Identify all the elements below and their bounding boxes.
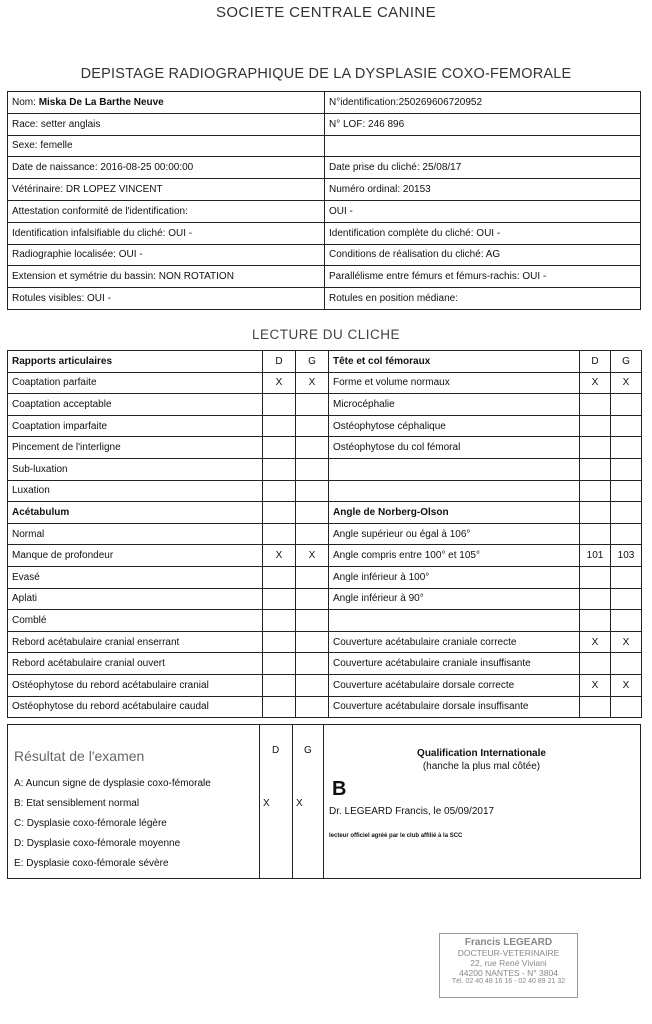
reading-label-cell: Angle inférieur à 100°	[329, 566, 580, 588]
stamp-title: DOCTEUR-VETERINAIRE	[457, 948, 560, 958]
left-d-cell	[263, 502, 296, 524]
right-g-cell	[611, 588, 642, 610]
stamp-name: Francis LEGEARD	[464, 937, 553, 948]
left-g-cell	[296, 437, 329, 459]
reading-label-cell: Evasé	[8, 566, 263, 588]
table-row	[8, 674, 642, 696]
name-cell	[8, 92, 325, 114]
reading-label-cell: Couverture acétabulaire craniale correcte	[329, 631, 580, 653]
identification-cell: N°identification:250269606720952	[325, 92, 641, 114]
left-d-cell	[263, 566, 296, 588]
right-d-cell: X	[580, 631, 611, 653]
result-item-label: E: Dysplasie coxo-fémorale sévère	[14, 858, 169, 869]
left-d-cell	[263, 437, 296, 459]
right-g-cell	[611, 610, 642, 632]
right-d-cell: D	[580, 351, 611, 373]
table-row	[8, 523, 642, 545]
left-g-cell	[296, 480, 329, 502]
table-row	[8, 394, 642, 416]
table-row	[8, 545, 642, 567]
reading-label-cell: Microcéphalie	[329, 394, 580, 416]
right-d-cell	[580, 588, 611, 610]
qualification-title: Qualification Internationale	[417, 748, 546, 759]
right-g-cell	[611, 653, 642, 675]
right-d-cell	[580, 653, 611, 675]
right-d-cell: X	[580, 674, 611, 696]
result-section	[7, 724, 641, 879]
table-row	[8, 200, 641, 222]
reading-label-cell: Couverture acétabulaire craniale insuffisante	[329, 653, 580, 675]
pelvis-extension-cell: Extension et symétrie du bassin: NON ROTATION	[8, 266, 325, 288]
right-g-cell: X	[611, 674, 642, 696]
right-d-cell	[580, 502, 611, 524]
result-title: Résultat de l'examen	[14, 748, 145, 764]
table-row	[8, 588, 642, 610]
reading-label-cell: Ostéophytose du col fémoral	[329, 437, 580, 459]
table-row	[8, 502, 642, 524]
right-g-cell	[611, 415, 642, 437]
table-row	[8, 631, 642, 653]
reading-label-cell: Comblé	[8, 610, 263, 632]
reading-label-cell: Tête et col fémoraux	[329, 351, 580, 373]
reading-label-cell: Sub-luxation	[8, 458, 263, 480]
table-row	[8, 244, 641, 266]
right-d-cell	[580, 394, 611, 416]
result-item-d: X	[263, 798, 270, 809]
table-row	[8, 696, 642, 718]
right-d-cell	[580, 610, 611, 632]
reading-label-cell: Coaptation imparfaite	[8, 415, 263, 437]
attestation-value-cell: OUI -	[325, 200, 641, 222]
identification-table	[7, 91, 641, 310]
left-g-cell	[296, 610, 329, 632]
left-g-cell	[296, 523, 329, 545]
reading-label-cell: Rapports articulaires	[8, 351, 263, 373]
left-d-cell	[263, 394, 296, 416]
table-row	[8, 610, 642, 632]
left-g-cell	[296, 415, 329, 437]
reading-label-cell: Ostéophytose céphalique	[329, 415, 580, 437]
column-divider	[292, 725, 293, 878]
result-col-g: G	[304, 745, 312, 756]
table-row	[8, 113, 641, 135]
table-row	[8, 266, 641, 288]
right-g-cell	[611, 480, 642, 502]
left-d-cell: D	[263, 351, 296, 373]
reading-label-cell: Ostéophytose du rebord acétabulaire caudal	[8, 696, 263, 718]
stamp-street: 22, rue René Viviani	[470, 958, 547, 968]
right-g-cell	[611, 394, 642, 416]
right-g-cell: X	[611, 372, 642, 394]
patella-visible-cell: Rotules visibles: OUI -	[8, 288, 325, 310]
empty-cell	[325, 135, 641, 157]
result-item-label: B: Etat sensiblement normal	[14, 798, 140, 809]
right-d-cell	[580, 566, 611, 588]
right-d-cell	[580, 696, 611, 718]
lecture-table-body	[8, 351, 642, 718]
right-d-cell	[580, 480, 611, 502]
left-g-cell	[296, 458, 329, 480]
parallelism-cell: Parallélisme entre fémurs et fémurs-rachis: OUI -	[325, 266, 641, 288]
organization-name: SOCIETE CENTRALE CANINE	[215, 4, 437, 21]
result-item-g: X	[296, 798, 303, 809]
right-g-cell: X	[611, 631, 642, 653]
right-d-cell	[580, 458, 611, 480]
localized-xray-cell: Radiographie localisée: OUI -	[8, 244, 325, 266]
right-g-cell	[611, 523, 642, 545]
name-label: Nom:	[12, 96, 36, 108]
left-g-cell	[296, 653, 329, 675]
table-row	[8, 135, 641, 157]
table-row	[8, 458, 642, 480]
veterinarian-stamp	[439, 933, 578, 998]
reading-label-cell: Luxation	[8, 480, 263, 502]
result-item-label: C: Dysplasie coxo-fémorale légère	[14, 818, 167, 829]
birth-date-cell: Date de naissance: 2016-08-25 00:00:00	[8, 157, 325, 179]
reading-label-cell: Angle compris entre 100° et 105°	[329, 545, 580, 567]
right-g-cell	[611, 437, 642, 459]
left-g-cell	[296, 631, 329, 653]
left-d-cell	[263, 696, 296, 718]
result-item-label: D: Dysplasie coxo-fémorale moyenne	[14, 838, 181, 849]
tamperproof-id-cell: Identification infalsifiable du cliché: OUI -	[8, 222, 325, 244]
right-g-cell	[611, 458, 642, 480]
table-row	[8, 179, 641, 201]
sexe-cell: Sexe: femelle	[8, 135, 325, 157]
left-d-cell	[263, 458, 296, 480]
reading-label-cell: Ostéophytose du rebord acétabulaire cranial	[8, 674, 263, 696]
reading-label-cell	[329, 458, 580, 480]
table-row	[8, 372, 642, 394]
official-reader-note: lecteur officiel agréé par le club affilié à la SCC	[329, 833, 463, 839]
qualification-subtitle: (hanche la plus mal côtée)	[422, 761, 541, 772]
right-g-cell	[611, 566, 642, 588]
right-d-cell	[580, 415, 611, 437]
dog-name: Miska De La Barthe Neuve	[38, 96, 164, 108]
xray-date-cell: Date prise du cliché: 25/08/17	[325, 157, 641, 179]
table-row	[8, 157, 641, 179]
lecture-table	[7, 350, 642, 718]
reading-label-cell: Angle de Norberg-Olson	[329, 502, 580, 524]
left-g-cell: X	[296, 545, 329, 567]
reading-label-cell: Coaptation acceptable	[8, 394, 263, 416]
right-d-cell: X	[580, 372, 611, 394]
race-cell: Race: setter anglais	[8, 113, 325, 135]
reading-label-cell: Couverture acétabulaire dorsale insuffisante	[329, 696, 580, 718]
left-d-cell	[263, 631, 296, 653]
left-d-cell	[263, 653, 296, 675]
left-d-cell	[263, 610, 296, 632]
left-d-cell	[263, 480, 296, 502]
table-row	[8, 222, 641, 244]
document-title: DEPISTAGE RADIOGRAPHIQUE DE LA DYSPLASIE COXO-FEMORALE	[80, 66, 572, 82]
result-col-d: D	[272, 745, 280, 756]
complete-id-cell: Identification complète du cliché: OUI -	[325, 222, 641, 244]
left-d-cell: X	[263, 545, 296, 567]
left-d-cell	[263, 523, 296, 545]
left-d-cell: X	[263, 372, 296, 394]
veterinarian-cell: Vétérinaire: DR LOPEZ VINCENT	[8, 179, 325, 201]
table-row	[8, 566, 642, 588]
stamp-phone: Tél. 02 40 48 16 16 - 02 40 89 21 32	[451, 978, 566, 985]
right-g-cell	[611, 502, 642, 524]
table-row	[8, 351, 642, 373]
right-g-cell: 103	[611, 545, 642, 567]
reading-label-cell: Aplati	[8, 588, 263, 610]
reading-label-cell: Rebord acétabulaire cranial ouvert	[8, 653, 263, 675]
reading-label-cell: Normal	[8, 523, 263, 545]
table-row	[8, 415, 642, 437]
reading-label-cell: Acétabulum	[8, 502, 263, 524]
reading-label-cell: Angle supérieur ou égal à 106°	[329, 523, 580, 545]
reading-label-cell: Rebord acétabulaire cranial enserrant	[8, 631, 263, 653]
result-item-label: A: Auncun signe de dysplasie coxo-fémorale	[14, 778, 211, 789]
reading-label-cell: Manque de profondeur	[8, 545, 263, 567]
table-row	[8, 437, 642, 459]
lof-cell: N° LOF: 246 896	[325, 113, 641, 135]
reading-label-cell: Coaptation parfaite	[8, 372, 263, 394]
attestation-cell: Attestation conformité de l'identification:	[8, 200, 325, 222]
left-g-cell	[296, 502, 329, 524]
patella-position-cell: Rotules en position médiane:	[325, 288, 641, 310]
left-g-cell	[296, 696, 329, 718]
grade: B	[332, 778, 347, 800]
table-row	[8, 92, 641, 114]
stamp-city: 44200 NANTES - N° 3804	[459, 968, 558, 978]
left-d-cell	[263, 674, 296, 696]
reading-label-cell: Forme et volume normaux	[329, 372, 580, 394]
left-g-cell	[296, 394, 329, 416]
column-divider	[259, 725, 260, 878]
reader-signature-line: Dr. LEGEARD Francis, le 05/09/2017	[329, 806, 495, 817]
left-g-cell: G	[296, 351, 329, 373]
reading-label-cell: Angle inférieur à 90°	[329, 588, 580, 610]
conditions-cell: Conditions de réalisation du cliché: AG	[325, 244, 641, 266]
right-g-cell	[611, 696, 642, 718]
table-row	[8, 288, 641, 310]
ordinal-number-cell: Numéro ordinal: 20153	[325, 179, 641, 201]
right-d-cell	[580, 523, 611, 545]
reading-label-cell	[329, 610, 580, 632]
left-g-cell	[296, 674, 329, 696]
reading-label-cell	[329, 480, 580, 502]
right-d-cell: 101	[580, 545, 611, 567]
right-g-cell: G	[611, 351, 642, 373]
left-g-cell: X	[296, 372, 329, 394]
reading-label-cell: Pincement de l'interligne	[8, 437, 263, 459]
left-g-cell	[296, 566, 329, 588]
table-row	[8, 480, 642, 502]
right-d-cell	[580, 437, 611, 459]
reading-label-cell: Couverture acétabulaire dorsale correcte	[329, 674, 580, 696]
left-g-cell	[296, 588, 329, 610]
table-row	[8, 653, 642, 675]
lecture-title: LECTURE DU CLICHE	[251, 327, 401, 342]
left-d-cell	[263, 415, 296, 437]
left-d-cell	[263, 588, 296, 610]
